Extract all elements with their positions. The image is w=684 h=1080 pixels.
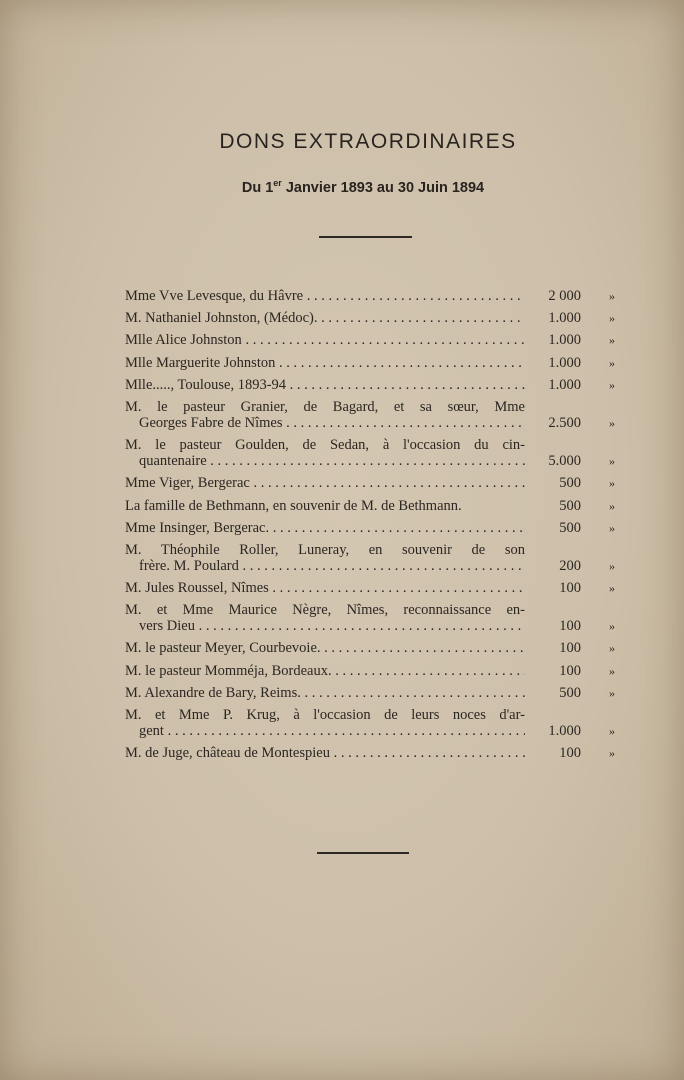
bottom-divider — [317, 852, 409, 854]
donor-line: M. Théophile Roller, Luneray, en souvenir de son — [125, 541, 525, 558]
donation-amount: 2.500 — [548, 414, 581, 431]
donation-entry — [125, 520, 615, 536]
donation-entry — [125, 745, 615, 761]
donor-description — [125, 685, 525, 701]
donor-line: M. le pasteur Momméja, Bordeaux. . . . — [125, 663, 525, 679]
ditto-mark: » — [609, 581, 615, 596]
subtitle-superscript: er — [273, 178, 282, 188]
donor-line: M. de Juge, château de Montespieu . . . — [125, 745, 525, 761]
donor-line: quantenaire . . . — [125, 453, 525, 469]
ditto-mark: » — [609, 377, 615, 392]
ditto-mark: » — [609, 476, 615, 491]
donation-entry — [125, 377, 615, 393]
donation-amount: 500 — [559, 497, 581, 514]
page-subtitle — [0, 178, 684, 196]
donation-amount: 2 000 — [548, 288, 581, 304]
donation-amount: 100 — [559, 640, 581, 657]
donor-line: M. le pasteur Granier, de Bagard, et sa sœur, Mme — [125, 398, 525, 415]
donor-line: Mlle....., Toulouse, 1893-94 . . . — [125, 377, 525, 393]
ditto-mark: » — [609, 289, 615, 303]
donor-line: frère. M. Poulard . . . — [125, 558, 525, 574]
ditto-mark: » — [609, 746, 615, 761]
donation-amount: 1.000 — [548, 332, 581, 349]
donation-entry — [125, 602, 615, 634]
donation-entry — [125, 475, 615, 491]
donation-entry — [125, 498, 615, 514]
donor-description — [125, 602, 525, 634]
donor-description — [125, 399, 525, 431]
donation-amount: 1.000 — [548, 310, 581, 327]
ditto-mark: » — [609, 685, 615, 700]
donor-description — [125, 580, 525, 596]
donation-entry — [125, 580, 615, 596]
donor-line: gent . . . — [125, 723, 525, 739]
donation-amount: 500 — [559, 519, 581, 536]
ditto-mark: » — [609, 311, 615, 326]
donor-description — [125, 520, 525, 536]
donation-amount: 100 — [559, 662, 581, 679]
ditto-mark: » — [609, 355, 615, 370]
donor-description — [125, 377, 525, 393]
donor-description — [125, 663, 525, 679]
donor-description — [125, 288, 525, 304]
donation-amount: 500 — [559, 475, 581, 492]
ditto-mark: » — [609, 415, 615, 430]
donation-entry — [125, 310, 615, 326]
top-divider — [319, 236, 412, 238]
donation-entry — [125, 685, 615, 701]
ditto-mark: » — [609, 498, 615, 513]
ditto-mark: » — [609, 520, 615, 535]
donation-entry — [125, 640, 615, 656]
donor-line: vers Dieu . . . — [125, 618, 525, 634]
donation-entry — [125, 437, 615, 469]
donation-entry — [125, 288, 615, 304]
donor-description — [125, 745, 525, 761]
donation-amount: 1.000 — [548, 354, 581, 371]
donor-line: Mme Viger, Bergerac . . . — [125, 475, 525, 491]
subtitle-suffix: Janvier 1893 au 30 Juin 1894 — [281, 180, 485, 196]
donor-line: M. Nathaniel Johnston, (Médoc). . . . — [125, 310, 525, 326]
donor-line: M. Alexandre de Bary, Reims. . . . — [125, 685, 525, 701]
donor-description — [125, 332, 525, 348]
donation-list — [125, 288, 615, 767]
donation-amount: 100 — [559, 580, 581, 597]
donor-description — [125, 475, 525, 491]
donor-line: Georges Fabre de Nîmes . . . — [125, 415, 525, 431]
donor-line: Mme Insinger, Bergerac. . . . — [125, 520, 525, 536]
donation-amount: 100 — [559, 618, 581, 635]
ditto-mark: » — [609, 333, 615, 348]
donor-line: La famille de Bethmann, en souvenir de M. de Bethmann. — [125, 497, 462, 514]
donor-description — [125, 707, 525, 739]
donor-description — [125, 542, 525, 574]
page-title: DONS EXTRAORDINAIRES — [219, 130, 517, 153]
subtitle-prefix: Du 1 — [241, 180, 274, 196]
donation-amount: 500 — [559, 684, 581, 701]
donor-line: Mme Vve Levesque, du Hâvre . . . — [125, 288, 525, 304]
donation-amount: 200 — [559, 557, 581, 574]
donor-description — [125, 640, 525, 656]
donation-amount: 1.000 — [548, 376, 581, 393]
ditto-mark: » — [609, 454, 615, 469]
donor-line: Mlle Marguerite Johnston . . . — [125, 355, 525, 371]
donation-entry — [125, 332, 615, 348]
donation-amount: 1.000 — [548, 723, 581, 739]
donation-entry — [125, 355, 615, 371]
donor-line: M. le pasteur Meyer, Courbevoie. . . . — [125, 640, 525, 656]
donor-line: M. Jules Roussel, Nîmes . . . — [125, 580, 525, 596]
donor-description — [125, 498, 525, 514]
donation-entry — [125, 542, 615, 574]
ditto-mark: » — [609, 724, 615, 738]
ditto-mark: » — [609, 619, 615, 634]
ditto-mark: » — [609, 558, 615, 573]
donor-description — [125, 355, 525, 371]
donor-description — [125, 437, 525, 469]
donor-description — [125, 310, 525, 326]
donation-entry — [125, 663, 615, 679]
donation-entry — [125, 399, 615, 431]
donation-amount: 5.000 — [548, 453, 581, 470]
donor-line: Mlle Alice Johnston . . . — [125, 332, 525, 348]
donation-amount: 100 — [559, 745, 581, 762]
donor-line: M. le pasteur Goulden, de Sedan, à l'occasion du cin- — [125, 437, 525, 454]
donor-line: M. et Mme P. Krug, à l'occasion de leurs noces d'ar- — [125, 707, 525, 723]
donation-entry — [125, 707, 615, 739]
ditto-mark: » — [609, 663, 615, 678]
ditto-mark: » — [609, 641, 615, 656]
donor-line: M. et Mme Maurice Nègre, Nîmes, reconnaissance en- — [125, 602, 525, 619]
